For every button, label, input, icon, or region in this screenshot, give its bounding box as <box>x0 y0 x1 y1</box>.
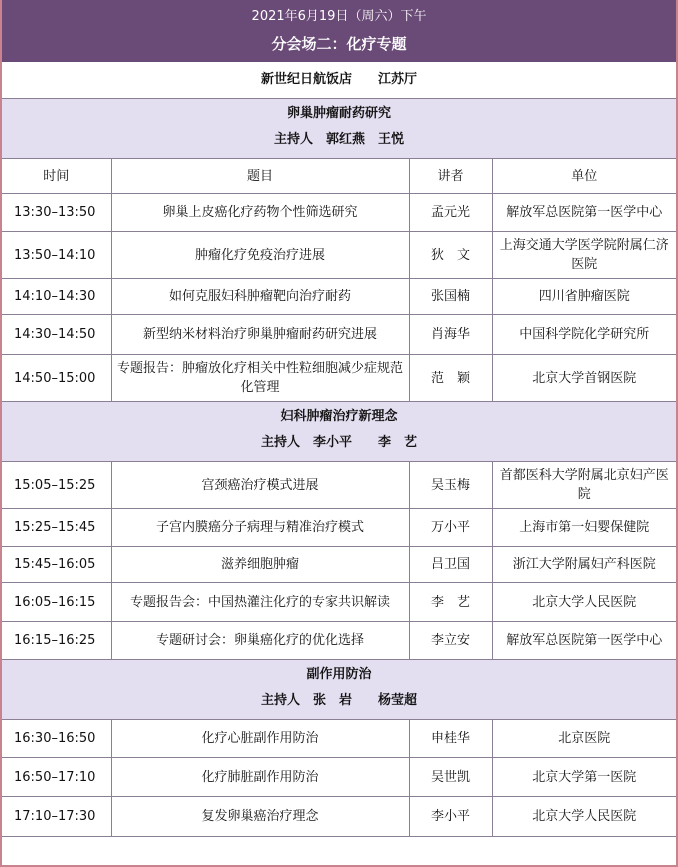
unit-cell: 解放军总医院第一医学中心 <box>492 622 676 660</box>
topic-cell: 卵巢上皮癌化疗药物个性筛选研究 <box>111 194 409 232</box>
table-row <box>2 232 676 279</box>
table-row <box>2 720 676 758</box>
topic-cell: 宫颈癌治疗模式进展 <box>111 462 409 509</box>
table-row <box>2 315 676 355</box>
speaker-cell: 肖海华 <box>409 315 492 355</box>
speaker-cell: 申桂华 <box>409 720 492 758</box>
section-title: 妇科肿瘤治疗新理念 <box>280 409 398 424</box>
speaker-cell: 李小平 <box>409 797 492 837</box>
section-host: 主持人 张 岩 杨莹超 <box>260 693 417 708</box>
topic-cell: 专题研讨会：卵巢癌化疗的优化选择 <box>111 622 409 660</box>
section-header <box>2 99 676 159</box>
topic-cell: 如何克服妇科肿瘤靶向治疗耐药 <box>111 279 409 315</box>
time-cell: 14:30–14:50 <box>2 315 111 355</box>
topic-cell: 专题报告会：中国热灌注化疗的专家共识解读 <box>111 583 409 622</box>
table-row <box>2 509 676 547</box>
unit-cell: 上海交通大学医学院附属仁济医院 <box>492 232 676 279</box>
section-title: 卵巢肿瘤耐药研究 <box>286 106 391 121</box>
column-header: 单位 <box>492 159 676 194</box>
speaker-cell: 张国楠 <box>409 279 492 315</box>
session-title: 分会场二：化疗专题 <box>271 35 407 53</box>
time-cell: 16:30–16:50 <box>2 720 111 758</box>
unit-cell: 北京医院 <box>492 720 676 758</box>
speaker-cell: 李 艺 <box>409 583 492 622</box>
time-cell: 14:50–15:00 <box>2 355 111 402</box>
unit-cell: 上海市第一妇婴保健院 <box>492 509 676 547</box>
speaker-cell: 李立安 <box>409 622 492 660</box>
table-row <box>2 355 676 402</box>
schedule-table <box>2 159 676 402</box>
table-row <box>2 797 676 837</box>
table-row <box>2 622 676 660</box>
unit-cell: 首都医科大学附属北京妇产医院 <box>492 462 676 509</box>
time-cell: 17:10–17:30 <box>2 797 111 837</box>
topic-cell: 化疗肺脏副作用防治 <box>111 758 409 797</box>
topic-cell: 子宫内膜癌分子病理与精准治疗模式 <box>111 509 409 547</box>
speaker-cell: 吕卫国 <box>409 547 492 583</box>
topic-cell: 化疗心脏副作用防治 <box>111 720 409 758</box>
table-row <box>2 583 676 622</box>
time-cell: 15:25–15:45 <box>2 509 111 547</box>
unit-cell: 解放军总医院第一医学中心 <box>492 194 676 232</box>
speaker-cell: 万小平 <box>409 509 492 547</box>
topic-cell: 肿瘤化疗免疫治疗进展 <box>111 232 409 279</box>
topic-cell: 专题报告：肿瘤放化疗相关中性粒细胞减少症规范化管理 <box>111 355 409 402</box>
table-row <box>2 758 676 797</box>
table-header-row <box>2 159 676 194</box>
column-header: 讲者 <box>409 159 492 194</box>
topic-cell: 滋养细胞肿瘤 <box>111 547 409 583</box>
unit-cell: 北京大学人民医院 <box>492 583 676 622</box>
time-cell: 15:45–16:05 <box>2 547 111 583</box>
unit-cell: 北京大学第一医院 <box>492 758 676 797</box>
session-date: 2021年6月19日（周六）下午 <box>251 9 427 24</box>
venue: 新世纪日航饭店 江苏厅 <box>2 62 676 99</box>
table-row <box>2 279 676 315</box>
schedule-table <box>2 720 676 837</box>
schedule-table <box>2 462 676 660</box>
section-host: 主持人 李小平 李 艺 <box>260 435 417 450</box>
speaker-cell: 吴玉梅 <box>409 462 492 509</box>
section-header <box>2 660 676 720</box>
speaker-cell: 狄 文 <box>409 232 492 279</box>
time-cell: 14:10–14:30 <box>2 279 111 315</box>
column-header: 时间 <box>2 159 111 194</box>
table-row <box>2 462 676 509</box>
section-title: 副作用防治 <box>306 667 372 682</box>
speaker-cell: 范 颖 <box>409 355 492 402</box>
time-cell: 16:15–16:25 <box>2 622 111 660</box>
unit-cell: 浙江大学附属妇产科医院 <box>492 547 676 583</box>
time-cell: 16:05–16:15 <box>2 583 111 622</box>
time-cell: 15:05–15:25 <box>2 462 111 509</box>
unit-cell: 北京大学人民医院 <box>492 797 676 837</box>
time-cell: 13:30–13:50 <box>2 194 111 232</box>
section-header <box>2 402 676 462</box>
time-cell: 16:50–17:10 <box>2 758 111 797</box>
unit-cell: 北京大学首钢医院 <box>492 355 676 402</box>
column-header: 题目 <box>111 159 409 194</box>
unit-cell: 四川省肿瘤医院 <box>492 279 676 315</box>
speaker-cell: 孟元光 <box>409 194 492 232</box>
header <box>2 0 676 62</box>
table-row <box>2 547 676 583</box>
time-cell: 13:50–14:10 <box>2 232 111 279</box>
table-row <box>2 194 676 232</box>
topic-cell: 复发卵巢癌治疗理念 <box>111 797 409 837</box>
speaker-cell: 吴世凯 <box>409 758 492 797</box>
topic-cell: 新型纳米材料治疗卵巢肿瘤耐药研究进展 <box>111 315 409 355</box>
section-host: 主持人 郭红燕 王悦 <box>273 132 404 147</box>
unit-cell: 中国科学院化学研究所 <box>492 315 676 355</box>
